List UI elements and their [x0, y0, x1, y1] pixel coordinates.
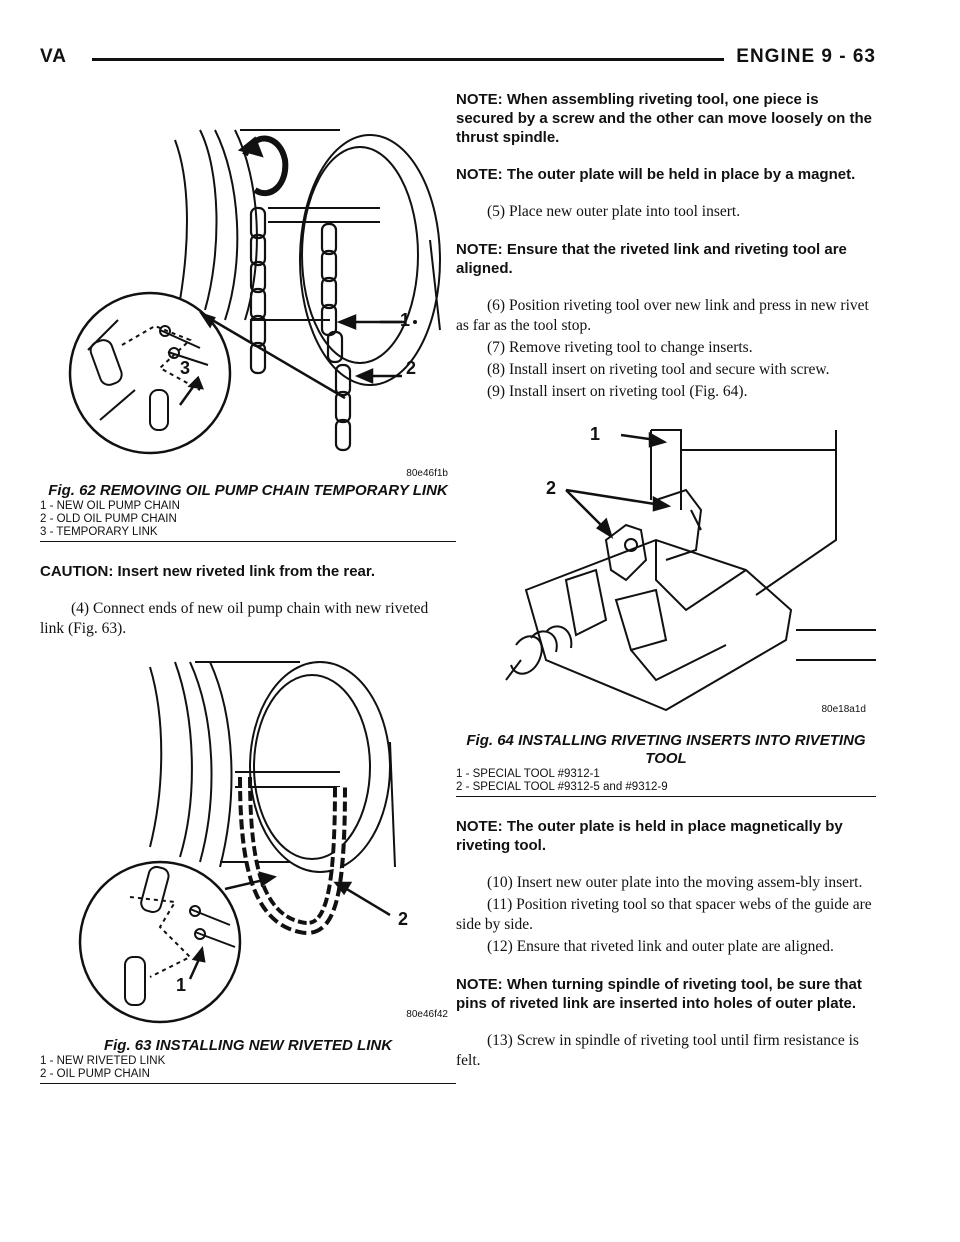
- step-12: (12) Ensure that riveted link and outer plate are aligned.: [487, 938, 834, 955]
- page-header: [40, 46, 876, 70]
- caution-text: CAUTION: Insert new riveted link from the rear.: [40, 563, 376, 580]
- note-alignment: NOTE: Ensure that the riveted link and riveting tool are aligned.: [456, 241, 847, 277]
- note-outer-plate-magnetic: NOTE: The outer plate is held in place magnetically by riveting tool.: [456, 818, 843, 854]
- note-riveting-tool-assembly: NOTE: When assembling riveting tool, one piece is secured by a screw and the other can move loosely on the thrust spindle.: [456, 91, 872, 146]
- fig64-legend-item: 2 - SPECIAL TOOL #9312-5 and #9312-9: [456, 781, 668, 793]
- fig63-caption: Fig. 63 INSTALLING NEW RIVETED LINK: [103, 1037, 393, 1054]
- step-11: (11) Position riveting tool so that spacer webs of the guide are side by side.: [456, 896, 872, 933]
- fig62-callout-2: 2: [406, 358, 417, 378]
- fig64-legend-item: 1 - SPECIAL TOOL #9312-1: [456, 768, 600, 780]
- fig64-legend: [456, 768, 876, 797]
- figure-64-illustration: [456, 420, 876, 720]
- fig63-legend-item: 1 - NEW RIVETED LINK: [40, 1055, 166, 1067]
- figure-63: [40, 657, 456, 1029]
- fig62-legend: [40, 500, 456, 542]
- note-outer-plate-magnet: NOTE: The outer plate will be held in place by a magnet.: [456, 166, 856, 183]
- note-turning-spindle: NOTE: When turning spindle of riveting tool, be sure that pins of riveted link are inserted into holes of outer plate.: [456, 976, 862, 1012]
- step-6: (6) Position riveting tool over new link and press in new rivet as far as the tool stop.: [456, 297, 869, 334]
- fig64-code: 80e18a1d: [821, 704, 866, 715]
- figure-62-illustration: [40, 90, 456, 480]
- figure-64: [456, 420, 876, 720]
- figure-62: [40, 90, 456, 480]
- fig62-code: 80e46f1b: [406, 468, 448, 479]
- fig64-caption: Fig. 64 INSTALLING RIVETING INSERTS INTO RIVETING TOOL: [466, 732, 866, 767]
- step-9: (9) Install insert on riveting tool (Fig. 64).: [487, 383, 748, 400]
- step-10: (10) Insert new outer plate into the moving assem-bly insert.: [487, 874, 863, 891]
- fig64-callout-1: 1: [590, 424, 601, 444]
- fig62-caption: Fig. 62 REMOVING OIL PUMP CHAIN TEMPORARY LINK: [48, 482, 448, 499]
- fig63-callout-1: 1: [176, 975, 187, 995]
- step-5: (5) Place new outer plate into tool insert.: [487, 203, 741, 220]
- fig63-legend: [40, 1055, 456, 1084]
- left-column: [40, 90, 456, 1104]
- fig63-code: 80e46f42: [406, 1009, 448, 1020]
- step-8: (8) Install insert on riveting tool and secure with screw.: [487, 361, 830, 378]
- step-13: (13) Screw in spindle of riveting tool until firm resistance is felt.: [456, 1032, 859, 1069]
- step-4: (4) Connect ends of new oil pump chain with new riveted link (Fig. 63).: [40, 600, 429, 637]
- figure-63-illustration: [40, 657, 456, 1029]
- header-rule: [92, 58, 724, 61]
- fig62-callout-3: 3: [180, 358, 191, 378]
- fig62-legend-item: 2 - OLD OIL PUMP CHAIN: [40, 513, 177, 525]
- fig62-callout-1: 1: [400, 310, 411, 330]
- fig62-legend-item: 3 - TEMPORARY LINK: [40, 526, 158, 538]
- header-section-code: VA: [40, 46, 67, 67]
- fig63-legend-item: 2 - OIL PUMP CHAIN: [40, 1068, 150, 1080]
- header-page-label: ENGINE 9 - 63: [736, 46, 876, 67]
- step-7: (7) Remove riveting tool to change inserts.: [487, 339, 753, 356]
- fig63-callout-2: 2: [398, 909, 409, 929]
- fig62-legend-item: 1 - NEW OIL PUMP CHAIN: [40, 500, 180, 512]
- right-column: [456, 90, 876, 1089]
- fig64-callout-2: 2: [546, 478, 557, 498]
